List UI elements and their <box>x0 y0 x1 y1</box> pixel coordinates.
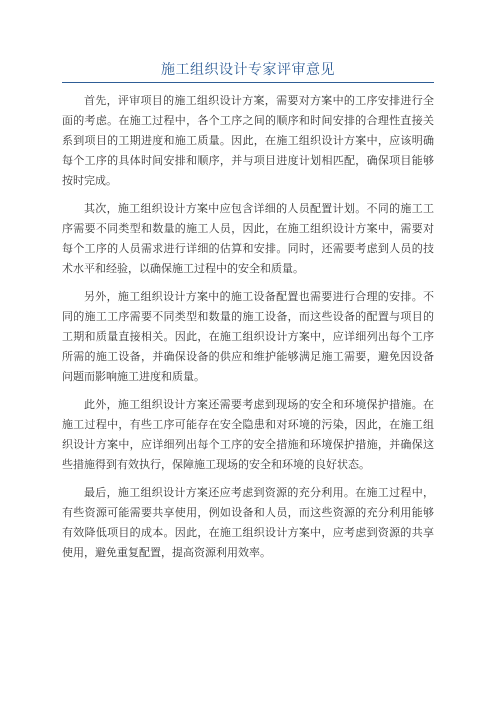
document-body <box>62 91 434 571</box>
paragraph-fourth: 此外，施工组织设计方案还需要考虑到现场的安全和环境保护措施。在施工过程中，有些工序可能存在安全隐患和对环境的污染，因此，在施工组织设计方案中，应详细列出每个工序的安全措施和环境保护措施，并确保这些措施得到有效执行，保障施工现场的安全和环境的良好状态。 <box>62 398 434 471</box>
paragraph-third: 另外，施工组织设计方案中的施工设备配置也需要进行合理的安排。不同的施工工序需要不同类型和数量的施工设备，而这些设备的配置与项目的工期和质量直接相关。因此，在施工组织设计方案中，应详细列出每个工序所需的施工设备，并确保设备的供应和维护能够满足施工需要，避免因设备问题而影响施工进度和质量。 <box>62 290 434 383</box>
document-title: 施工组织设计专家评审意见 <box>161 62 335 78</box>
title-underline <box>62 82 434 83</box>
paragraph-fifth: 最后，施工组织设计方案还应考虑到资源的充分利用。在施工过程中，有些资源可能需要共享使用，例如设备和人员，而这些资源的充分利用能够有效降低项目的成本。因此，在施工组织设计方案中，应考虑到资源的共享使用，避免重复配置，提高资源利用效率。 <box>62 486 434 559</box>
paragraph-second: 其次，施工组织设计方案中应包含详细的人员配置计划。不同的施工工序需要不同类型和数量的施工人员，因此，在施工组织设计方案中，需要对每个工序的人员需求进行详细的估算和安排。同时，还需要考虑到人员的技术水平和经验，以确保施工过程中的安全和质量。 <box>62 202 434 275</box>
paragraph-first: 首先，评审项目的施工组织设计方案，需要对方案中的工序安排进行全面的考虑。在施工过程中，各个工序之间的顺序和时间安排的合理性直接关系到项目的工期进度和施工质量。因此，在施工组织设计方案中，应该明确每个工序的具体时间安排和顺序，并与项目进度计划相匹配，确保项目能够按时完成。 <box>62 94 434 187</box>
